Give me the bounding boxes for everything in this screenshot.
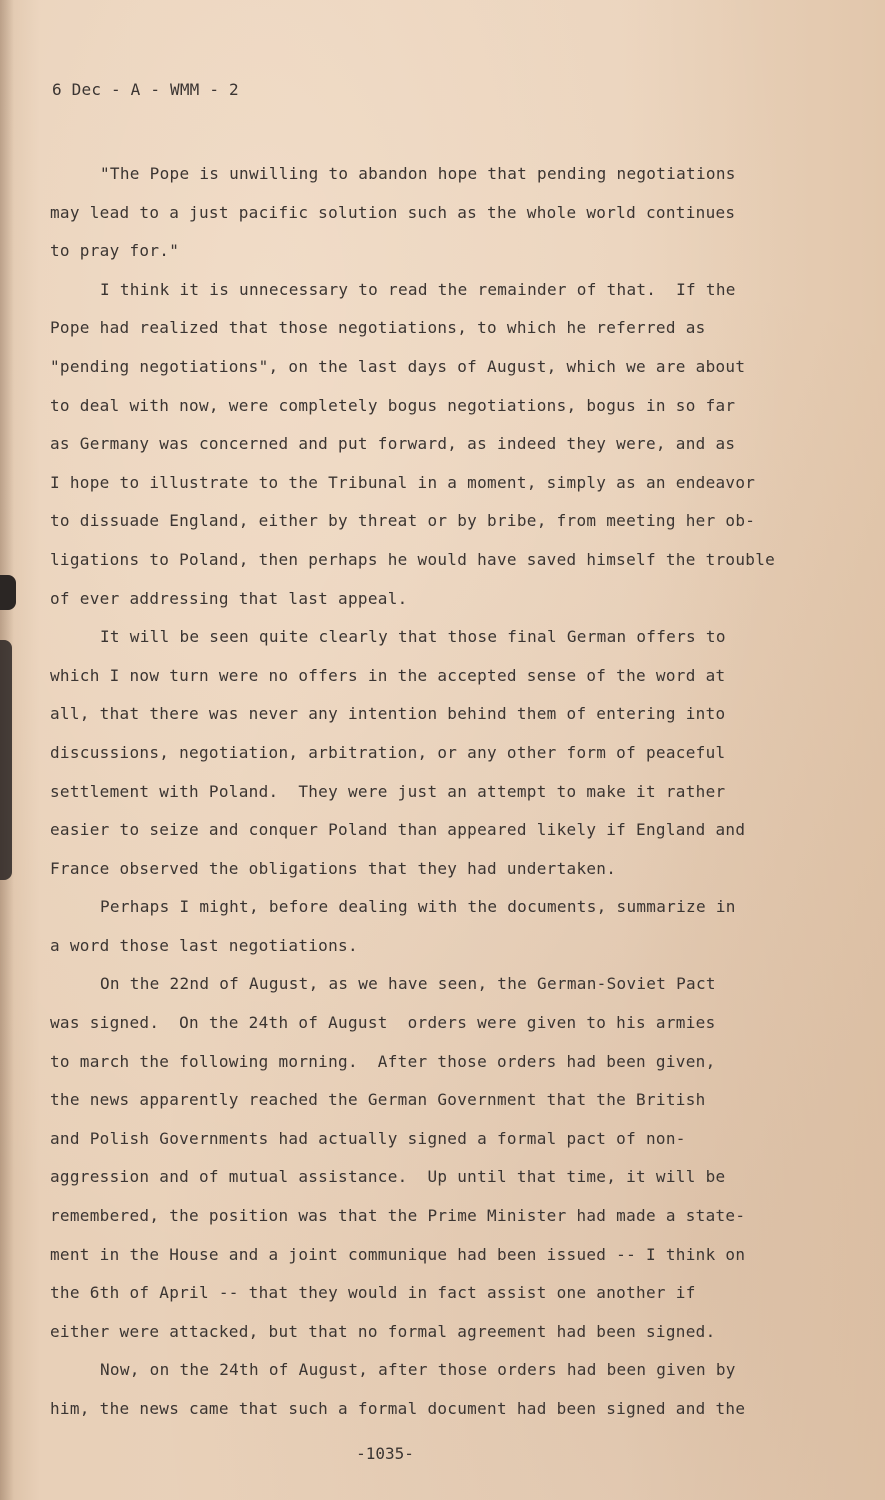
text-line: Now, on the 24th of August, after those orders had been given by bbox=[100, 1360, 736, 1380]
text-line: France observed the obligations that they had undertaken. bbox=[50, 858, 617, 878]
text-line: discussions, negotiation, arbitration, or any other form of peaceful bbox=[50, 742, 726, 762]
text-line: may lead to a just pacific solution such as the whole world continues bbox=[50, 202, 736, 222]
text-line: as Germany was concerned and put forward, as indeed they were, and as bbox=[50, 434, 736, 454]
text-line: which I now turn were no offers in the accepted sense of the word at bbox=[50, 665, 726, 685]
text-line: all, that there was never any intention behind them of entering into bbox=[50, 704, 726, 724]
text-line: ment in the House and a joint communique had been issued -- I think on bbox=[50, 1244, 746, 1264]
text-line: to pray for." bbox=[50, 241, 180, 261]
text-line: to deal with now, were completely bogus negotiations, bogus in so far bbox=[50, 395, 736, 415]
page-header: 6 Dec - A - WMM - 2 bbox=[52, 80, 239, 99]
text-line: to march the following morning. After those orders had been given, bbox=[50, 1051, 716, 1071]
text-line: settlement with Poland. They were just an attempt to make it rather bbox=[50, 781, 726, 801]
text-line: "pending negotiations", on the last days of August, which we are about bbox=[50, 356, 746, 376]
text-line: a word those last negotiations. bbox=[50, 935, 358, 955]
text-line: I hope to illustrate to the Tribunal in a moment, simply as an endeavor bbox=[50, 472, 756, 492]
text-line: and Polish Governments had actually signed a formal pact of non- bbox=[50, 1128, 686, 1148]
page-number: -1035- bbox=[356, 1444, 414, 1463]
text-line: the 6th of April -- that they would in fact assist one another if bbox=[50, 1283, 696, 1303]
page-edge-damage bbox=[0, 640, 12, 880]
text-line: Pope had realized that those negotiations, to which he referred as bbox=[50, 318, 706, 338]
transcript-body bbox=[50, 155, 790, 1429]
text-line: easier to seize and conquer Poland than appeared likely if England and bbox=[50, 820, 746, 840]
text-line: "The Pope is unwilling to abandon hope that pending negotiations bbox=[100, 164, 736, 183]
text-line: him, the news came that such a formal document had been signed and the bbox=[50, 1399, 746, 1418]
text-line: ligations to Poland, then perhaps he would have saved himself the trouble bbox=[50, 549, 776, 569]
text-line: aggression and of mutual assistance. Up until that time, it will be bbox=[50, 1167, 726, 1187]
text-line: remembered, the position was that the Prime Minister had made a state- bbox=[50, 1206, 746, 1226]
text-line: either were attacked, but that no formal agreement had been signed. bbox=[50, 1321, 716, 1341]
text-line: Perhaps I might, before dealing with the documents, summarize in bbox=[100, 897, 736, 917]
page-edge-damage bbox=[0, 575, 16, 610]
text-line: to dissuade England, either by threat or by bribe, from meeting her ob- bbox=[50, 511, 756, 531]
text-line: the news apparently reached the German Government that the British bbox=[50, 1090, 706, 1110]
text-line: On the 22nd of August, as we have seen, the German-Soviet Pact bbox=[100, 974, 716, 994]
text-line: I think it is unnecessary to read the remainder of that. If the bbox=[100, 279, 736, 299]
text-line: of ever addressing that last appeal. bbox=[50, 588, 408, 608]
text-line: It will be seen quite clearly that those final German offers to bbox=[100, 627, 726, 647]
text-line: was signed. On the 24th of August orders were given to his armies bbox=[50, 1013, 716, 1033]
